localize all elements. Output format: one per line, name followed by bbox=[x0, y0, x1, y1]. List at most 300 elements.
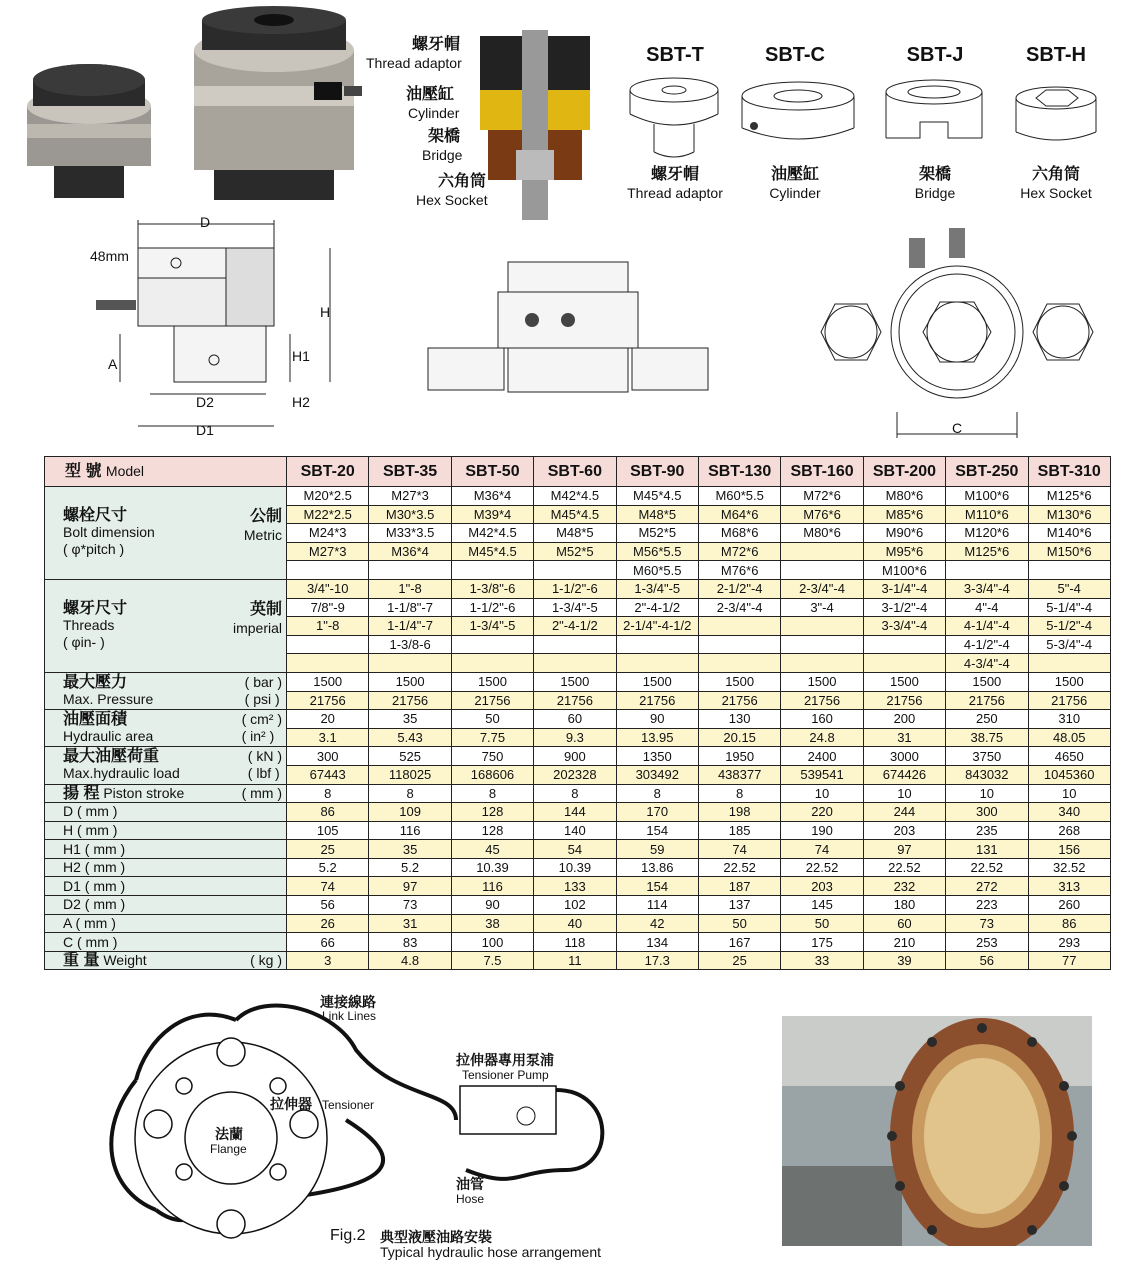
table-cell: 7.5 bbox=[451, 951, 533, 970]
table-cell: 21756 bbox=[616, 691, 698, 710]
table-cell: 167 bbox=[698, 933, 780, 952]
dim-row bbox=[45, 933, 1111, 952]
diagram-link-lines-zh: 連接線路 bbox=[320, 994, 376, 1010]
table-cell: 83 bbox=[369, 933, 451, 952]
table-cell: M130*6 bbox=[1028, 505, 1110, 524]
table-cell: 244 bbox=[863, 803, 945, 822]
load-kn-row bbox=[45, 747, 1111, 766]
table-cell bbox=[451, 635, 533, 654]
callout-bridge-en: Bridge bbox=[422, 147, 463, 163]
model-col: SBT-50 bbox=[451, 457, 533, 487]
table-cell: M60*5.5 bbox=[616, 561, 698, 580]
dim-row bbox=[45, 858, 1111, 877]
dim-48mm: 48mm bbox=[90, 248, 129, 264]
table-cell: 140 bbox=[534, 821, 616, 840]
table-header-row bbox=[45, 457, 1111, 487]
table-cell: 1350 bbox=[616, 747, 698, 766]
dim-A: A bbox=[108, 356, 118, 372]
table-cell: 5-1/4"-4 bbox=[1028, 598, 1110, 617]
table-cell: 260 bbox=[1028, 896, 1110, 915]
dim-row bbox=[45, 877, 1111, 896]
table-cell: 300 bbox=[946, 803, 1028, 822]
table-cell: 750 bbox=[451, 747, 533, 766]
table-cell: 21756 bbox=[287, 691, 369, 710]
row-label: D2 ( mm ) bbox=[45, 896, 287, 915]
spec-table bbox=[44, 456, 1110, 976]
table-cell bbox=[287, 635, 369, 654]
table-cell: 3-1/2"-4 bbox=[863, 598, 945, 617]
stroke-row bbox=[45, 784, 1111, 803]
table-cell: 22.52 bbox=[781, 858, 863, 877]
table-cell: 67443 bbox=[287, 765, 369, 784]
front-view-drawing bbox=[424, 256, 714, 396]
table-cell: 97 bbox=[369, 877, 451, 896]
callout-cylinder-en: Cylinder bbox=[408, 105, 460, 121]
table-cell: 2-1/4"-4-1/2 bbox=[616, 617, 698, 636]
table-cell: 7.75 bbox=[451, 728, 533, 747]
table-cell: 1-3/4"-5 bbox=[451, 617, 533, 636]
table-cell: 525 bbox=[369, 747, 451, 766]
table-cell: 10 bbox=[1028, 784, 1110, 803]
table-cell: 4"-4 bbox=[946, 598, 1028, 617]
table-cell bbox=[534, 654, 616, 673]
callout-hex-socket-en: Hex Socket bbox=[416, 192, 488, 208]
table-cell bbox=[369, 561, 451, 580]
table-cell: M39*4 bbox=[451, 505, 533, 524]
table-cell: 8 bbox=[698, 784, 780, 803]
table-cell: 116 bbox=[369, 821, 451, 840]
table-cell: M56*5.5 bbox=[616, 542, 698, 561]
table-cell: 900 bbox=[534, 747, 616, 766]
table-cell: 1500 bbox=[534, 672, 616, 691]
table-cell: 2"-4-1/2 bbox=[534, 617, 616, 636]
table-cell: 1500 bbox=[369, 672, 451, 691]
table-cell: 33 bbox=[781, 951, 863, 970]
table-cell: 105 bbox=[287, 821, 369, 840]
table-cell: 100 bbox=[451, 933, 533, 952]
table-cell: M68*6 bbox=[698, 524, 780, 543]
table-cell: 38 bbox=[451, 914, 533, 933]
table-cell: 268 bbox=[1028, 821, 1110, 840]
table-cell: 4650 bbox=[1028, 747, 1110, 766]
table-cell: 54 bbox=[534, 840, 616, 859]
table-cell bbox=[1028, 561, 1110, 580]
table-cell: 35 bbox=[369, 840, 451, 859]
table-cell: 3.1 bbox=[287, 728, 369, 747]
table-cell: 145 bbox=[781, 896, 863, 915]
table-cell: 1500 bbox=[616, 672, 698, 691]
part-cylinder-drawing bbox=[738, 80, 858, 150]
callout-cylinder-zh: 油壓缸 bbox=[406, 86, 455, 103]
table-cell: M60*5.5 bbox=[698, 487, 780, 506]
dim-C: C bbox=[952, 420, 963, 436]
part-hex-socket-zh: 六角筒 bbox=[1031, 166, 1080, 183]
diagram-hose-en: Hose bbox=[456, 1192, 485, 1206]
table-cell: 313 bbox=[1028, 877, 1110, 896]
table-cell bbox=[781, 561, 863, 580]
table-cell: 66 bbox=[287, 933, 369, 952]
part-model-sbt-c: SBT-C bbox=[765, 44, 825, 66]
table-cell: 1-3/8-6 bbox=[369, 635, 451, 654]
table-cell: M76*6 bbox=[781, 505, 863, 524]
table-cell: 20 bbox=[287, 710, 369, 729]
table-cell: 11 bbox=[534, 951, 616, 970]
table-cell bbox=[287, 654, 369, 673]
dim-H2: H2 bbox=[292, 394, 310, 410]
table-cell: 134 bbox=[616, 933, 698, 952]
table-cell: 160 bbox=[781, 710, 863, 729]
table-cell: 3/4"-10 bbox=[287, 579, 369, 598]
pressure-bar-row bbox=[45, 672, 1111, 691]
hose-arrangement-diagram bbox=[96, 990, 636, 1250]
table-cell: 21756 bbox=[369, 691, 451, 710]
table-cell: 1-3/8"-6 bbox=[451, 579, 533, 598]
product-photo-tensioners bbox=[14, 6, 384, 206]
row-label: 公制 Metric 螺栓尺寸 Bolt dimension ( φ*pitch ) bbox=[45, 487, 287, 580]
table-cell: 5.43 bbox=[369, 728, 451, 747]
callout-bridge-zh: 架橋 bbox=[428, 128, 461, 145]
table-cell: 22.52 bbox=[698, 858, 780, 877]
table-cell: 116 bbox=[451, 877, 533, 896]
field-installation-photo bbox=[782, 1016, 1092, 1246]
table-cell bbox=[287, 561, 369, 580]
part-model-sbt-j: SBT-J bbox=[906, 44, 964, 66]
table-cell: 202328 bbox=[534, 765, 616, 784]
model-col: SBT-250 bbox=[946, 457, 1028, 487]
table-cell: 185 bbox=[698, 821, 780, 840]
table-cell: 144 bbox=[534, 803, 616, 822]
top-view-drawing bbox=[815, 222, 1105, 442]
table-cell: M120*6 bbox=[946, 524, 1028, 543]
model-col: SBT-90 bbox=[616, 457, 698, 487]
table-cell: 3000 bbox=[863, 747, 945, 766]
table-cell: 203 bbox=[863, 821, 945, 840]
table-cell: 170 bbox=[616, 803, 698, 822]
table-cell: 32.52 bbox=[1028, 858, 1110, 877]
part-hex-socket-en: Hex Socket bbox=[1020, 185, 1092, 201]
callout-thread-adaptor-zh: 螺牙帽 bbox=[412, 36, 461, 53]
table-cell: 109 bbox=[369, 803, 451, 822]
table-cell: 90 bbox=[616, 710, 698, 729]
table-cell: 13.86 bbox=[616, 858, 698, 877]
table-cell bbox=[863, 654, 945, 673]
table-cell: 17.3 bbox=[616, 951, 698, 970]
diagram-pump-zh: 拉伸器專用泵浦 bbox=[456, 1052, 554, 1068]
table-cell: 118025 bbox=[369, 765, 451, 784]
table-cell: 26 bbox=[287, 914, 369, 933]
dim-H1: H1 bbox=[292, 348, 310, 364]
callout-thread-adaptor-en: Thread adaptor bbox=[366, 55, 462, 71]
table-cell: 232 bbox=[863, 877, 945, 896]
table-cell: M42*4.5 bbox=[534, 487, 616, 506]
table-cell: 5-1/2"-4 bbox=[1028, 617, 1110, 636]
table-cell: 77 bbox=[1028, 951, 1110, 970]
row-label: ( kN ) ( lbf ) 最大油壓荷重 Max.hydraulic load bbox=[45, 747, 287, 784]
table-cell: M76*6 bbox=[698, 561, 780, 580]
table-cell: 154 bbox=[616, 877, 698, 896]
table-cell: 1500 bbox=[451, 672, 533, 691]
table-cell: M20*2.5 bbox=[287, 487, 369, 506]
table-cell: M90*6 bbox=[863, 524, 945, 543]
table-cell: 40 bbox=[534, 914, 616, 933]
table-cell: 438377 bbox=[698, 765, 780, 784]
part-cylinder-zh: 油壓缸 bbox=[770, 166, 819, 183]
part-bridge-en: Bridge bbox=[914, 185, 956, 201]
table-cell: 31 bbox=[863, 728, 945, 747]
table-cell: 10 bbox=[863, 784, 945, 803]
table-cell: 8 bbox=[451, 784, 533, 803]
table-cell: 21756 bbox=[946, 691, 1028, 710]
table-cell: M45*4.5 bbox=[451, 542, 533, 561]
table-cell: M80*6 bbox=[863, 487, 945, 506]
table-cell: 10 bbox=[946, 784, 1028, 803]
table-cell: 210 bbox=[863, 933, 945, 952]
table-cell: 4-3/4"-4 bbox=[946, 654, 1028, 673]
row-label: C ( mm ) bbox=[45, 933, 287, 952]
table-cell: 97 bbox=[863, 840, 945, 859]
table-cell: 50 bbox=[451, 710, 533, 729]
table-cell: 674426 bbox=[863, 765, 945, 784]
table-cell: 2-3/4"-4 bbox=[698, 598, 780, 617]
table-cell: M36*4 bbox=[451, 487, 533, 506]
table-cell bbox=[863, 635, 945, 654]
table-cell: 73 bbox=[946, 914, 1028, 933]
table-cell: M45*4.5 bbox=[534, 505, 616, 524]
table-cell: 1045360 bbox=[1028, 765, 1110, 784]
table-cell: 1500 bbox=[698, 672, 780, 691]
table-cell: M95*6 bbox=[863, 542, 945, 561]
table-cell: 74 bbox=[287, 877, 369, 896]
table-cell: 220 bbox=[781, 803, 863, 822]
table-cell: 118 bbox=[534, 933, 616, 952]
model-col: SBT-310 bbox=[1028, 457, 1110, 487]
table-cell: 4-1/4"-4 bbox=[946, 617, 1028, 636]
table-cell: M27*3 bbox=[287, 542, 369, 561]
diagram-hose-zh: 油管 bbox=[456, 1176, 484, 1192]
bolt-row bbox=[45, 487, 1111, 506]
row-label: ( cm² ) ( in² ) 油壓面積 Hydraulic area bbox=[45, 710, 287, 747]
table-cell: 190 bbox=[781, 821, 863, 840]
table-cell: 154 bbox=[616, 821, 698, 840]
table-cell: 1500 bbox=[946, 672, 1028, 691]
table-cell: 168606 bbox=[451, 765, 533, 784]
table-cell: 1-1/4"-7 bbox=[369, 617, 451, 636]
table-cell: M150*6 bbox=[1028, 542, 1110, 561]
table-cell: 10 bbox=[781, 784, 863, 803]
table-cell: M45*4.5 bbox=[616, 487, 698, 506]
part-thread-adaptor-drawing bbox=[626, 74, 726, 164]
table-cell: 5-3/4"-4 bbox=[1028, 635, 1110, 654]
table-cell: 21756 bbox=[451, 691, 533, 710]
table-cell: 1-3/4"-5 bbox=[534, 598, 616, 617]
table-cell: 175 bbox=[781, 933, 863, 952]
part-model-sbt-t: SBT-T bbox=[646, 44, 704, 66]
table-cell: 86 bbox=[287, 803, 369, 822]
row-label: 英制 imperial 螺牙尺寸 Threads ( φin- ) bbox=[45, 579, 287, 672]
part-thread-adaptor-en: Thread adaptor bbox=[627, 185, 723, 201]
table-cell: 8 bbox=[287, 784, 369, 803]
table-cell bbox=[534, 561, 616, 580]
row-label: ( bar ) ( psi ) 最大壓力 Max. Pressure bbox=[45, 672, 287, 709]
table-cell: 3-3/4"-4 bbox=[946, 579, 1028, 598]
figure-caption-en: Typical hydraulic hose arrangement bbox=[380, 1244, 602, 1260]
table-cell: 1500 bbox=[781, 672, 863, 691]
table-cell: M100*6 bbox=[863, 561, 945, 580]
figure-number: Fig.2 bbox=[330, 1227, 366, 1244]
part-bridge-zh: 架橋 bbox=[918, 166, 951, 183]
diagram-tensioner-en: Tensioner bbox=[322, 1098, 375, 1112]
table-cell: 21756 bbox=[698, 691, 780, 710]
table-cell bbox=[698, 617, 780, 636]
table-cell bbox=[781, 654, 863, 673]
table-cell: 24.8 bbox=[781, 728, 863, 747]
table-cell bbox=[1028, 654, 1110, 673]
table-cell: 5.2 bbox=[287, 858, 369, 877]
table-cell: 2400 bbox=[781, 747, 863, 766]
table-cell: M48*5 bbox=[534, 524, 616, 543]
table-cell: M27*3 bbox=[369, 487, 451, 506]
table-cell: M52*5 bbox=[534, 542, 616, 561]
side-view-drawing bbox=[90, 214, 350, 440]
dim-D2: D2 bbox=[196, 394, 214, 410]
table-cell: 253 bbox=[946, 933, 1028, 952]
dim-row bbox=[45, 821, 1111, 840]
table-cell: 250 bbox=[946, 710, 1028, 729]
dim-H: H bbox=[320, 304, 331, 320]
table-cell: M30*3.5 bbox=[369, 505, 451, 524]
table-cell bbox=[451, 561, 533, 580]
table-cell: 90 bbox=[451, 896, 533, 915]
table-cell: 3-3/4"-4 bbox=[863, 617, 945, 636]
dim-D: D bbox=[200, 214, 211, 230]
row-label: H1 ( mm ) bbox=[45, 840, 287, 859]
table-cell: 86 bbox=[1028, 914, 1110, 933]
part-model-sbt-h: SBT-H bbox=[1026, 44, 1086, 66]
table-cell: 48.05 bbox=[1028, 728, 1110, 747]
table-cell: 5"-4 bbox=[1028, 579, 1110, 598]
table-cell: 3-1/4"-4 bbox=[863, 579, 945, 598]
table-cell: M48*5 bbox=[616, 505, 698, 524]
dim-row bbox=[45, 840, 1111, 859]
table-cell: 60 bbox=[534, 710, 616, 729]
figure-caption-zh: 典型液壓油路安裝 bbox=[380, 1229, 492, 1245]
table-cell: M36*4 bbox=[369, 542, 451, 561]
table-cell: 1950 bbox=[698, 747, 780, 766]
table-cell: 223 bbox=[946, 896, 1028, 915]
table-cell bbox=[451, 654, 533, 673]
table-cell: 133 bbox=[534, 877, 616, 896]
table-cell: 74 bbox=[781, 840, 863, 859]
table-cell: M80*6 bbox=[781, 524, 863, 543]
model-col: SBT-130 bbox=[698, 457, 780, 487]
table-cell: 114 bbox=[616, 896, 698, 915]
table-cell bbox=[616, 635, 698, 654]
table-cell: 56 bbox=[287, 896, 369, 915]
table-cell: M72*6 bbox=[781, 487, 863, 506]
table-cell bbox=[781, 617, 863, 636]
table-cell: 50 bbox=[781, 914, 863, 933]
table-cell: 137 bbox=[698, 896, 780, 915]
dim-row bbox=[45, 914, 1111, 933]
table-cell: M140*6 bbox=[1028, 524, 1110, 543]
table-cell: M85*6 bbox=[863, 505, 945, 524]
row-label: D1 ( mm ) bbox=[45, 877, 287, 896]
table-cell: 1500 bbox=[1028, 672, 1110, 691]
table-cell: 1-1/2"-6 bbox=[451, 598, 533, 617]
table-cell: 1"-8 bbox=[369, 579, 451, 598]
row-label: H2 ( mm ) bbox=[45, 858, 287, 877]
table-cell: 156 bbox=[1028, 840, 1110, 859]
table-cell bbox=[946, 561, 1028, 580]
table-cell bbox=[698, 635, 780, 654]
table-cell: 22.52 bbox=[946, 858, 1028, 877]
table-cell bbox=[698, 654, 780, 673]
table-cell: 300 bbox=[287, 747, 369, 766]
area-cm2-row bbox=[45, 710, 1111, 729]
callout-hex-socket-zh: 六角筒 bbox=[438, 173, 487, 190]
table-cell: M24*3 bbox=[287, 524, 369, 543]
table-cell: 31 bbox=[369, 914, 451, 933]
table-cell: 187 bbox=[698, 877, 780, 896]
table-cell: 21756 bbox=[1028, 691, 1110, 710]
diagram-tensioner-zh: 拉伸器 bbox=[270, 1096, 312, 1112]
model-col: SBT-200 bbox=[863, 457, 945, 487]
table-cell: 2-3/4"-4 bbox=[781, 579, 863, 598]
table-cell: 42 bbox=[616, 914, 698, 933]
table-cell: 1-1/8"-7 bbox=[369, 598, 451, 617]
model-col: SBT-160 bbox=[781, 457, 863, 487]
table-cell bbox=[534, 635, 616, 654]
table-cell: 235 bbox=[946, 821, 1028, 840]
table-cell: 21756 bbox=[534, 691, 616, 710]
dim-row bbox=[45, 803, 1111, 822]
table-cell: M33*3.5 bbox=[369, 524, 451, 543]
table-cell: 198 bbox=[698, 803, 780, 822]
table-cell: 74 bbox=[698, 840, 780, 859]
table-cell: 1"-8 bbox=[287, 617, 369, 636]
table-cell: 3 bbox=[287, 951, 369, 970]
table-cell: 25 bbox=[698, 951, 780, 970]
table-cell: M125*6 bbox=[1028, 487, 1110, 506]
table-cell: 10.39 bbox=[451, 858, 533, 877]
table-cell: 8 bbox=[616, 784, 698, 803]
model-header-label: 型 號 Model bbox=[45, 457, 287, 487]
row-label: A ( mm ) bbox=[45, 914, 287, 933]
table-cell: 45 bbox=[451, 840, 533, 859]
diagram-flange-zh: 法蘭 bbox=[215, 1126, 243, 1142]
table-cell: 310 bbox=[1028, 710, 1110, 729]
table-cell bbox=[781, 542, 863, 561]
row-label: ( kg ) 重 量 Weight bbox=[45, 951, 287, 970]
model-col: SBT-35 bbox=[369, 457, 451, 487]
dim-D1: D1 bbox=[196, 422, 214, 438]
table-cell: M72*6 bbox=[698, 542, 780, 561]
diagram-flange-en: Flange bbox=[210, 1142, 247, 1156]
table-cell: 38.75 bbox=[946, 728, 1028, 747]
dim-row bbox=[45, 896, 1111, 915]
table-cell: 8 bbox=[369, 784, 451, 803]
table-cell: 102 bbox=[534, 896, 616, 915]
table-cell bbox=[781, 635, 863, 654]
table-cell: 4.8 bbox=[369, 951, 451, 970]
weight-row bbox=[45, 951, 1111, 970]
table-cell: 200 bbox=[863, 710, 945, 729]
table-cell: 73 bbox=[369, 896, 451, 915]
table-cell: 20.15 bbox=[698, 728, 780, 747]
table-cell: 9.3 bbox=[534, 728, 616, 747]
table-cell: M22*2.5 bbox=[287, 505, 369, 524]
table-cell: 39 bbox=[863, 951, 945, 970]
